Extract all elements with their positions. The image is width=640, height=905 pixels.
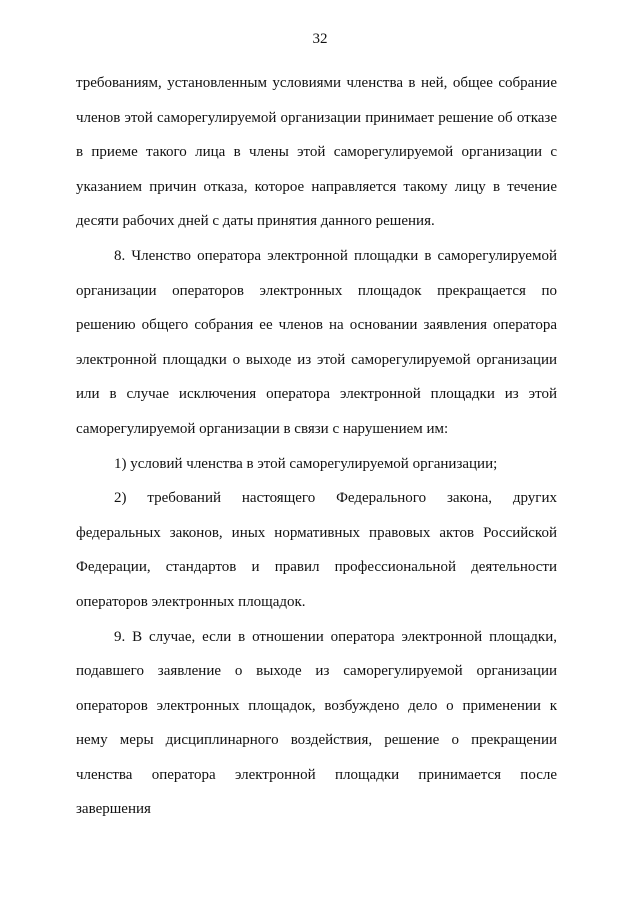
paragraph-item-2: 2) требований настоящего Федерального закона, других федеральных законов, иных нормативных правовых актов Российской Федерации, стандартов и правил профессиональной деятельности операторов электронных площадок. [76,490,557,610]
paragraph-item-1: 1) условий членства в этой саморегулируемой организации; [114,455,498,472]
paragraph-continuation: требованиям, установленным условиями членства в ней, общее собрание членов этой саморегулируемой организации принимает решение об отказе в приеме такого лица в члены этой саморегулируемой организации с указанием причин отказа, которое направляется такому лицу в течение десяти рабочих дней с даты принятия данного решения. [76,75,557,230]
paragraph-clause-8: 8. Членство оператора электронной площадки в саморегулируемой организации операторов электронных площадок прекращается по решению общего собрания ее членов на основании заявления оператора электронной площадки о выходе из этой саморегулируемой организации или в случае исключения оператора электронной площадки из этой саморегулируемой организации в связи с нарушением им: [76,247,557,437]
paragraph-clause-9: 9. В случае, если в отношении оператора электронной площадки, подавшего заявление о выходе из саморегулируемой организации операторов электронных площадок, возбуждено дело о применении к нему меры дисциплинарного воздействия, решение о прекращении членства оператора электронной площадки принимается после завершения [76,628,557,818]
body-text [76,66,557,827]
page-number: 32 [312,31,328,47]
